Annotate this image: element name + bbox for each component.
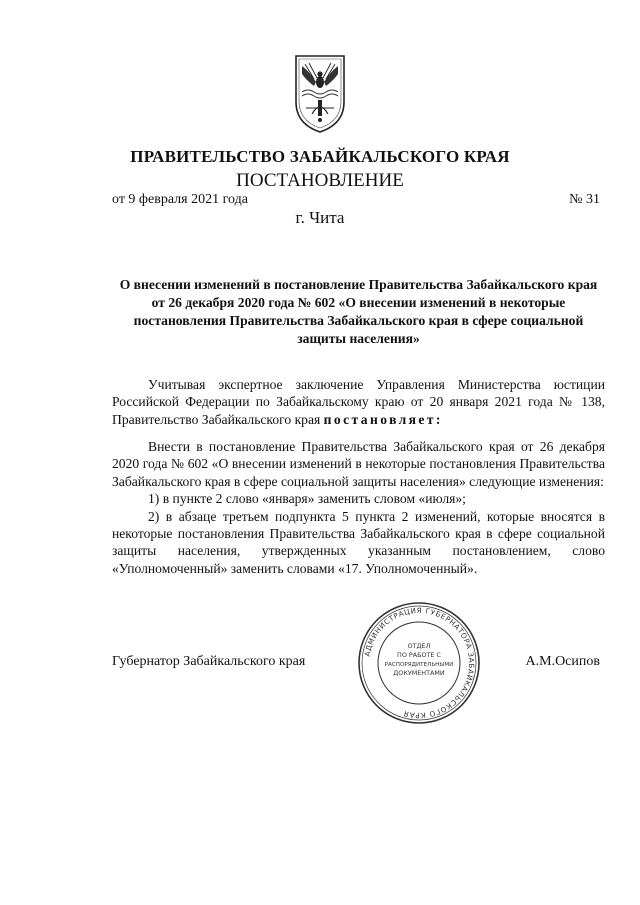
official-stamp: [356, 600, 482, 726]
decree-word: постановляет:: [323, 411, 443, 427]
svg-text:ОТДЕЛ: ОТДЕЛ: [407, 642, 431, 650]
signatory-name: А.М.Осипов: [525, 654, 600, 669]
preamble: [112, 376, 605, 428]
document-city: г. Чита: [295, 208, 345, 227]
decree-body: [112, 438, 605, 577]
signatory-title: Губернатор Забайкальского края: [112, 654, 306, 669]
document-subject: О внесении изменений в постановление Правительства Забайкальского края от 26 декабря 2020 года № 602 «О внесении изменений в некоторые постановления Правительства Забайкальского края в сфере социальной защиты населения»: [119, 277, 598, 346]
coat-of-arms-emblem: [290, 52, 350, 136]
decree-item-1: 1) в пункте 2 слово «января» заменить словом «июля»;: [148, 491, 466, 507]
decree-intro: Внести в постановление Правительства Забайкальского края от 26 декабря 2020 года № 602 «О внесении изменений в некоторые постановления Правительства Забайкальского края в сфере социальной защиты населения» следующие изменения:: [112, 439, 605, 489]
decree-item-2: 2) в абзаце третьем подпункта 5 пункта 2 изменений, которые вносятся в некоторые постановления Правительства Забайкальского края в сфере социальной защиты населения, утвержденных указанным постановлением, слово «Уполномоченный» заменить словами «17. Уполномоченный».: [112, 508, 605, 576]
document-type: ПОСТАНОВЛЕНИЕ: [236, 170, 404, 191]
svg-text:АДМИНИСТРАЦИЯ ГУБЕРНАТОРА ЗАБА: АДМИНИСТРАЦИЯ ГУБЕРНАТОРА ЗАБАЙКАЛЬСКОГО КРАЯ: [362, 605, 477, 721]
document-number: № 31: [569, 192, 600, 207]
svg-text:ПО РАБОТЕ С: ПО РАБОТЕ С: [397, 651, 441, 659]
svg-text:ДОКУМЕНТАМИ: ДОКУМЕНТАМИ: [393, 669, 445, 677]
document-date: от 9 февраля 2021 года: [112, 192, 248, 207]
government-title: ПРАВИТЕЛЬСТВО ЗАБАЙКАЛЬСКОГО КРАЯ: [130, 147, 510, 166]
preamble-text: Учитывая экспертное заключение Управления Министерства юстиции Российской Федерации по Забайкальскому краю от 20 января 2021 года № 138, Правительство Забайкальского края: [112, 377, 605, 427]
svg-text:РАСПОРЯДИТЕЛЬНЫМИ: РАСПОРЯДИТЕЛЬНЫМИ: [384, 662, 454, 668]
